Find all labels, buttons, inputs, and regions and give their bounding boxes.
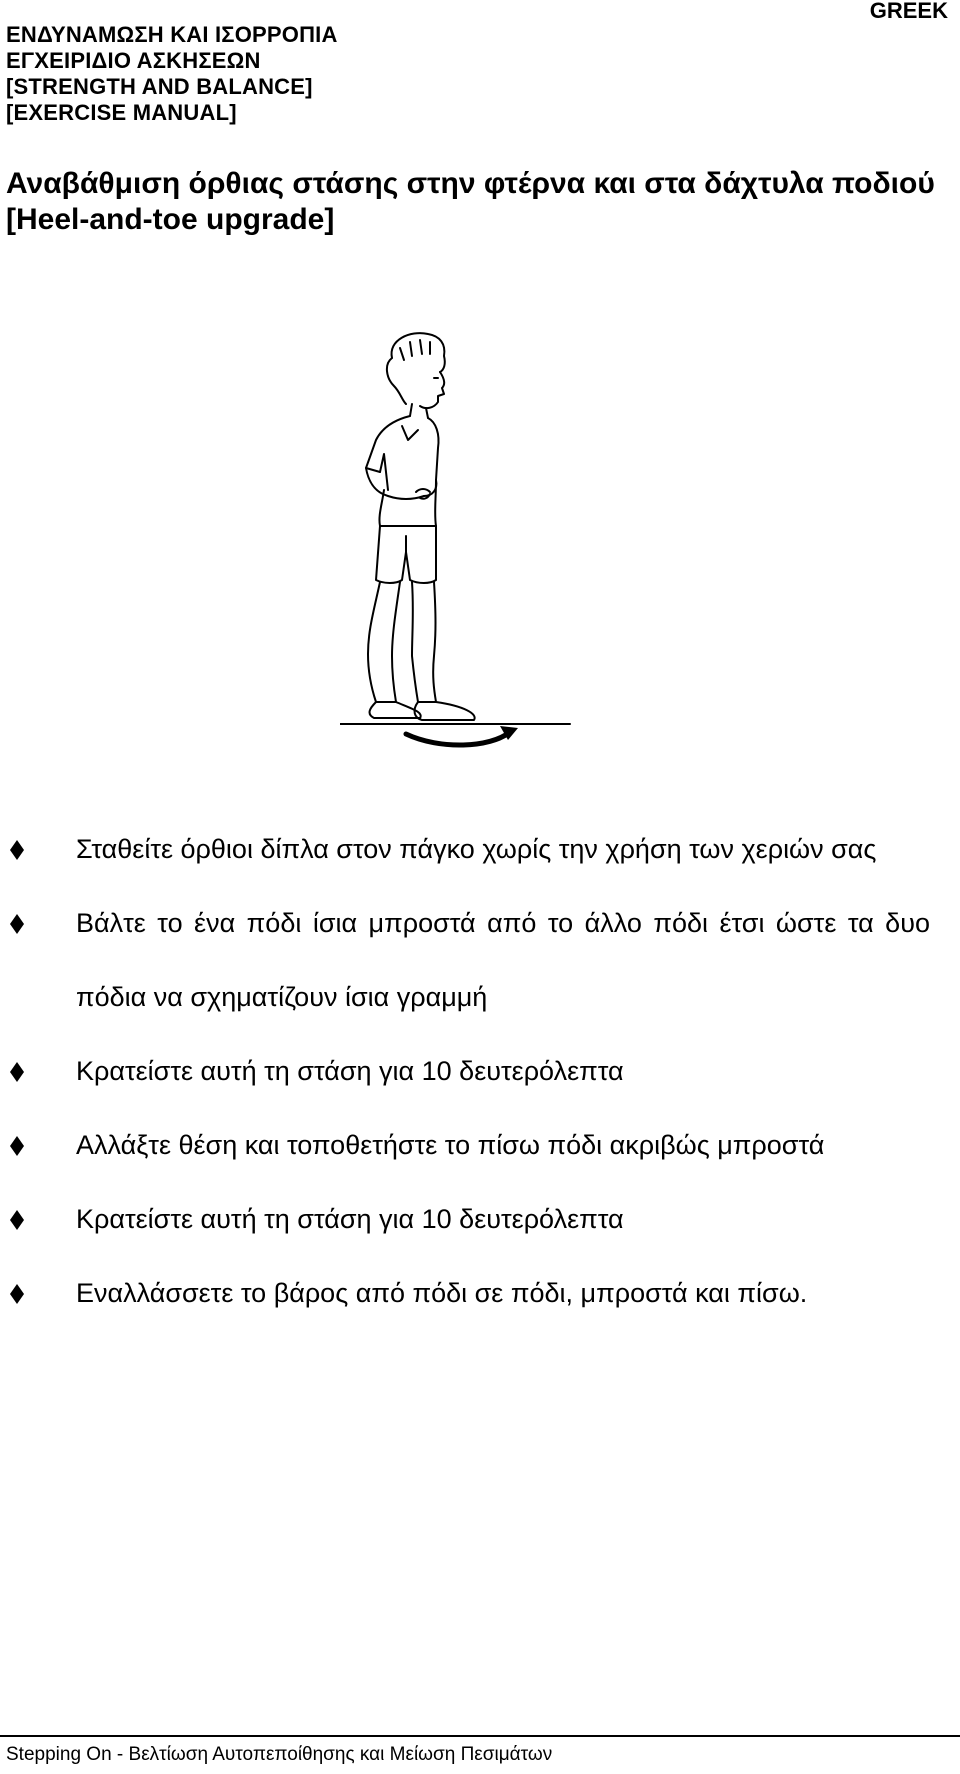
instruction-text: Σταθείτε όρθιοι δίπλα στον πάγκο χωρίς την χρήση των χεριών σας: [76, 834, 877, 864]
instruction-list: [10, 812, 930, 1330]
list-item: [10, 812, 930, 886]
diamond-bullet-icon: [10, 1210, 24, 1230]
manual-header: [6, 22, 338, 126]
diamond-bullet-icon: [10, 1284, 24, 1304]
header-line: ΕΓΧΕΙΡΙΔΙΟ ΑΣΚΗΣΕΩΝ: [6, 48, 261, 73]
diamond-bullet-icon: [10, 1062, 24, 1082]
list-item: [10, 1034, 930, 1108]
instruction-text: Κρατείστε αυτή τη στάση για 10 δευτερόλεπτα: [76, 1204, 624, 1234]
instruction-text: Βάλτε το ένα πόδι ίσια μπροστά από το άλλο πόδι έτσι ώστε τα δυο πόδια να σχηματίζουν ίσια γραμμή: [76, 908, 930, 1012]
instruction-text: Εναλλάσσετε το βάρος από πόδι σε πόδι, μπροστά και πίσω.: [76, 1278, 808, 1308]
list-item: [10, 886, 930, 1034]
header-line: [EXERCISE MANUAL]: [6, 100, 237, 125]
instruction-text: Αλλάξτε θέση και τοποθετήστε το πίσω πόδι ακριβώς μπροστά: [76, 1130, 825, 1160]
diamond-bullet-icon: [10, 914, 24, 934]
list-item: [10, 1108, 930, 1182]
instruction-text: Κρατείστε αυτή τη στάση για 10 δευτερόλεπτα: [76, 1056, 624, 1086]
header-line: [STRENGTH AND BALANCE]: [6, 74, 313, 99]
list-item: [10, 1256, 930, 1330]
diamond-bullet-icon: [10, 840, 24, 860]
footer-divider: [0, 1735, 960, 1737]
language-label: GREEK: [869, 0, 948, 23]
footer-text: Stepping On - Βελτίωση Αυτοπεποίθησης και Μείωση Πεσιμάτων: [6, 1744, 553, 1765]
header-line: ΕΝΔΥΝΑΜΩΣΗ ΚΑΙ ΙΣΟΡΡΟΠΙΑ: [6, 22, 338, 47]
exercise-illustration: [340, 330, 630, 750]
diamond-bullet-icon: [10, 1136, 24, 1156]
exercise-title: Αναβάθμιση όρθιας στάσης στην φτέρνα και στα δάχτυλα ποδιού [Heel-and-toe upgrade]: [6, 167, 935, 236]
list-item: [10, 1182, 930, 1256]
